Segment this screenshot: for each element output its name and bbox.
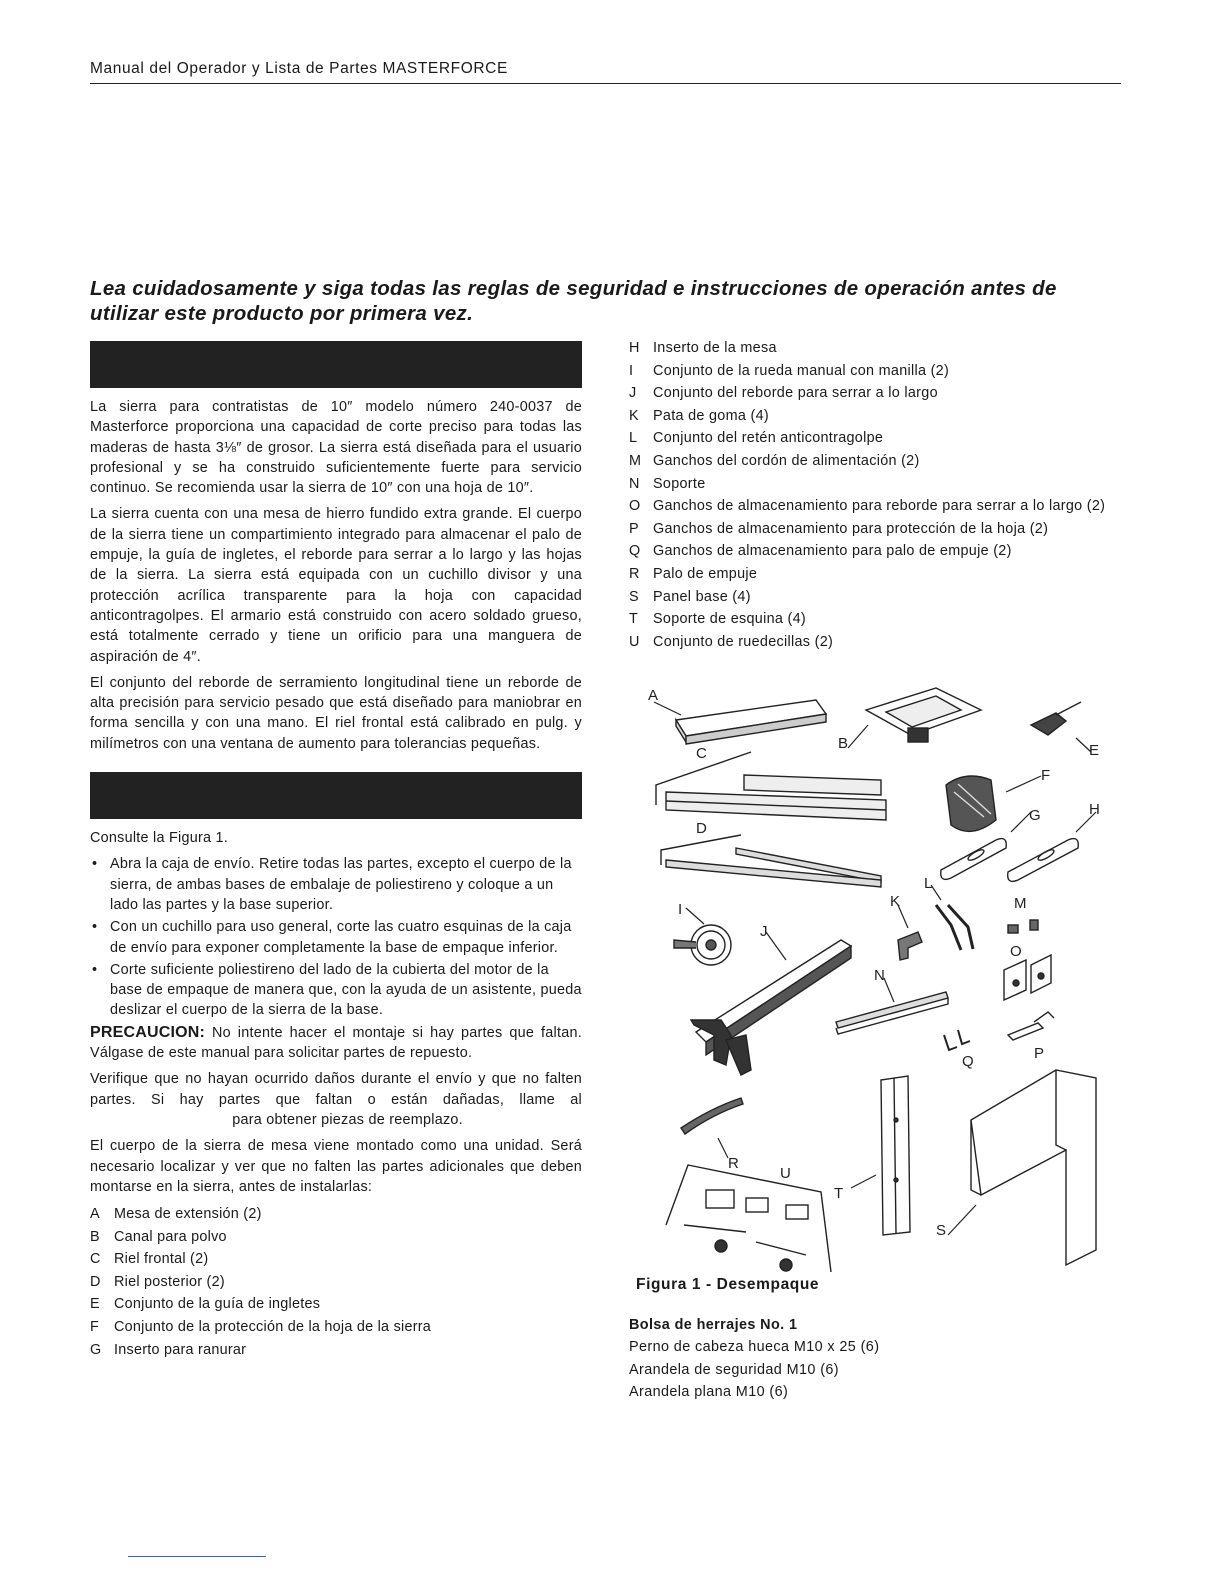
part-l-antikickback <box>936 905 973 950</box>
list-item: B Canal para polvo <box>90 1228 227 1245</box>
list-item: H Inserto de la mesa <box>629 340 777 356</box>
part-t-corner-bracket <box>881 1076 910 1235</box>
list-item: A Mesa de extensión (2) <box>90 1206 262 1223</box>
unpacking-steps <box>90 854 582 1020</box>
figure-label: S <box>936 1222 947 1239</box>
part-h-table-insert <box>1008 839 1079 882</box>
figure-label: Q <box>962 1053 974 1070</box>
intro-paragraph-1: La sierra para contratistas de 10″ modelo número 240-0037 de Masterforce proporciona una capacidad de corte preciso para todas las maderas de hasta 3⅛″ de grosor. La sierra está diseñada para el usuario profesional y se ha construido suficientemente fuerte para servicio continuo. Se recomienda usar la sierra de 10″ con una hoja de 10″. <box>90 399 582 497</box>
figure-caption: Figura 1 - Desempaque <box>636 1276 820 1293</box>
list-item: O Ganchos de almacenamiento para reborde para serrar a lo largo (2) <box>629 498 1106 515</box>
figure-label: F <box>1041 767 1051 784</box>
figure-label: I <box>678 901 683 918</box>
list-item: E Conjunto de la guía de ingletes <box>90 1296 321 1313</box>
figure-label: N <box>874 967 885 984</box>
part-m-cord-hooks <box>1008 920 1038 933</box>
caution-paragraph <box>90 1023 582 1064</box>
figure-label: T <box>834 1185 844 1202</box>
figure-label: O <box>1010 943 1022 960</box>
figure-label: U <box>780 1165 791 1182</box>
list-item: N Soporte <box>629 475 706 492</box>
list-item: F Conjunto de la protección de la hoja de la sierra <box>90 1319 432 1336</box>
list-item: P Ganchos de almacenamiento para protección de la hoja (2) <box>629 520 1049 537</box>
part-f-blade-guard <box>946 776 996 831</box>
part-d-rear-rails <box>661 835 881 887</box>
list-item: M Ganchos del cordón de alimentación (2) <box>629 452 920 469</box>
list-item: C Riel frontal (2) <box>90 1251 209 1268</box>
part-o-fence-hooks <box>1004 955 1051 1000</box>
part-p-guard-hooks <box>1008 1012 1054 1040</box>
figure-label: G <box>1029 807 1041 824</box>
part-r-push-stick <box>681 1098 743 1134</box>
list-item: T Soporte de esquina (4) <box>629 611 807 628</box>
hardware-bag <box>629 1314 879 1404</box>
figure-label: C <box>696 745 707 762</box>
figure-label: P <box>1034 1045 1045 1062</box>
section-bar-description <box>90 341 582 388</box>
list-item: U Conjunto de ruedecillas (2) <box>629 633 834 650</box>
figure-label: K <box>890 893 901 910</box>
part-c-front-rails <box>656 752 886 820</box>
verify-text-after: para obtener piezas de reemplazo. <box>232 1111 463 1128</box>
caution-text: No intente hacer el montaje si hay partes que faltan. Válgase de este manual para solicitar partes de repuesto. <box>90 1024 582 1062</box>
figure-label: J <box>760 923 768 940</box>
list-item: J Conjunto del reborde para serrar a lo largo <box>629 385 938 402</box>
section-bar-unpacking <box>90 772 582 819</box>
unpacking-figure <box>636 680 1122 1280</box>
figure-label: M <box>1014 895 1027 912</box>
parts-list-right <box>629 337 1129 653</box>
list-item: Q Ganchos de almacenamiento para palo de empuje (2) <box>629 543 1012 560</box>
hardware-item: Perno de cabeza hueca M10 x 25 (6) <box>629 1339 880 1356</box>
right-column <box>629 337 1129 653</box>
verify-text-before: Verifique que no hayan ocurrido daños durante el envío y que no falten partes. Si hay partes que faltan o están dañadas, llame al <box>90 1071 582 1108</box>
figure-label: B <box>838 735 849 752</box>
hardware-title: Bolsa de herrajes No. 1 <box>629 1317 798 1333</box>
hardware-item: Arandela plana M10 (6) <box>629 1384 789 1401</box>
part-q-push-stick-hooks <box>944 1030 970 1050</box>
part-e-miter-gauge <box>1031 702 1081 735</box>
part-u-caster-set <box>666 1165 831 1272</box>
verify-paragraph <box>90 1069 582 1130</box>
caution-label: PRECAUCION: <box>90 1023 206 1041</box>
page-header <box>90 60 1121 84</box>
safety-notice: Lea cuidadosamente y siga todas las reglas de seguridad e instrucciones de operación antes de utilizar este producto por primera vez. <box>90 277 1057 325</box>
intro-paragraph-2: La sierra cuenta con una mesa de hierro fundido extra grande. El cuerpo de la sierra tiene un compartimiento integrado para almacenar el palo de empuje, la guía de ingletes, el reborde para serrar a lo largo y las hojas de la sierra. La sierra está equipada con un cuchillo divisor y una protección acrílica transparente para la hoja con capacidad anticontragolpes. El armario está construido con acero soldado grueso, está totalmente cerrado y tiene un orificio para una manguera de aspiración de 4″. <box>90 506 582 665</box>
intro-paragraph-3: El conjunto del reborde de serramiento longitudinal tiene un reborde de alta precisión para servicio pesado que está diseñado para maniobrar en forma sencilla y con una mano. El riel frontal está calibrado en pulg. y milímetros con una ventana de aumento para tolerancias pequeñas. <box>90 674 582 752</box>
figure-label: H <box>1089 801 1100 818</box>
list-item: L Conjunto del retén anticontragolpe <box>629 430 884 447</box>
figure-label: A <box>648 687 659 704</box>
list-item: S Panel base (4) <box>629 588 751 605</box>
unpacking-step: • Abra la caja de envío. Retire todas las partes, excepto el cuerpo de la sierra, de ambas bases de embalaje de poliestireno y coloque a un lado las partes y la base superior. <box>90 854 582 915</box>
part-b-dust-chute <box>866 688 981 742</box>
left-column <box>90 341 582 1361</box>
assembly-paragraph: El cuerpo de la sierra de mesa viene montado como una unidad. Será necesario localizar y ver que no falten las partes adicionales que deben montarse en la sierra, antes de instalarlas: <box>90 1138 582 1195</box>
parts-list-left <box>90 1203 582 1361</box>
part-s-base-panel <box>971 1070 1096 1265</box>
part-g-dado-insert <box>941 839 1007 880</box>
figure-label: E <box>1089 742 1100 759</box>
list-item: D Riel posterior (2) <box>90 1273 225 1290</box>
header-title: Manual del Operador y Lista de Partes MASTERFORCE <box>90 60 508 77</box>
figure-label: L <box>924 875 933 892</box>
figure-label: R <box>728 1155 739 1172</box>
figure-label: D <box>696 820 707 837</box>
unpacking-step: • Con un cuchillo para uso general, corte las cuatro esquinas de la caja de envío para exponer completamente la base de empaque inferior. <box>90 917 582 958</box>
unpacking-step: • Corte suficiente poliestireno del lado de la cubierta del motor de la base de empaque de manera que, con la ayuda de un asistente, pueda deslizar el cuerpo de la sierra de la base. <box>90 960 582 1021</box>
list-item: R Palo de empuje <box>629 565 758 582</box>
hardware-item: Arandela de seguridad M10 (6) <box>629 1361 839 1378</box>
part-k-rubber-foot <box>898 932 922 960</box>
list-item: I Conjunto de la rueda manual con manilla (2) <box>629 362 950 379</box>
see-figure-text: Consulte la Figura 1. <box>90 830 229 847</box>
footer-link-line <box>128 1556 266 1557</box>
list-item: K Pata de goma (4) <box>629 407 769 424</box>
part-a-extension-table <box>676 700 826 744</box>
part-i-handwheel <box>674 925 731 965</box>
list-item: G Inserto para ranurar <box>90 1341 247 1358</box>
